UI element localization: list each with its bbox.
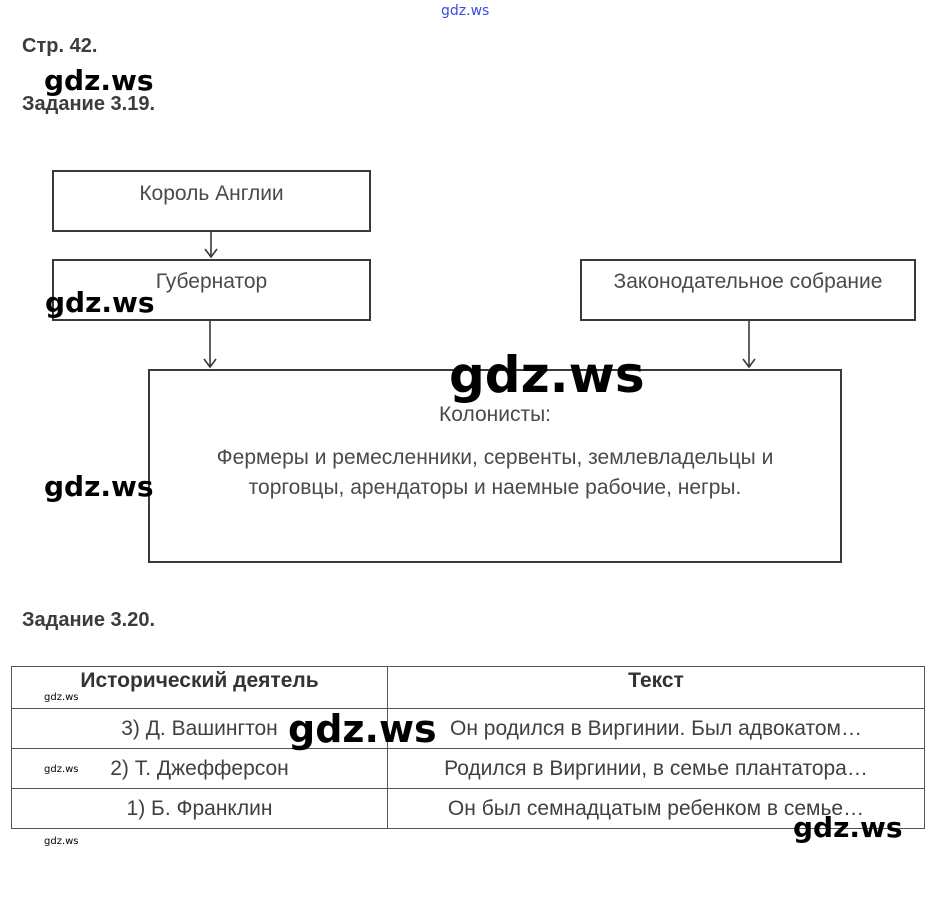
figures-table: [11, 666, 925, 829]
watermark: gdz.ws: [45, 286, 155, 319]
watermark-top: gdz.ws: [441, 3, 490, 19]
figure-cell: 1) Б. Франклин: [12, 789, 388, 829]
task-3-19-heading: Задание 3.19.: [22, 93, 156, 115]
header-figure: Исторический деятель: [12, 667, 388, 709]
watermark: gdz.ws: [44, 764, 79, 775]
table-row: [12, 749, 925, 789]
watermark: gdz.ws: [44, 64, 154, 97]
header-text: Текст: [388, 667, 925, 709]
page-label: Стр. 42.: [22, 35, 98, 57]
text-cell: Родился в Виргинии, в семье плантатора…: [388, 749, 925, 789]
colonists-line-1: Фермеры и ремесленники, сервенты, землевладельцы и: [216, 446, 774, 469]
colonists-title: Колонисты:: [439, 403, 551, 426]
watermark: gdz.ws: [449, 346, 645, 404]
table-row: [12, 709, 925, 749]
text-cell: Он был семнадцатым ребенком в семье…: [388, 789, 925, 829]
watermark: gdz.ws: [288, 707, 437, 751]
text-cell: Он родился в Виргинии. Был адвокатом…: [388, 709, 925, 749]
assembly-label: Законодательное собрание: [613, 270, 883, 293]
figure-cell: 3) Д. Вашингтон: [12, 709, 388, 749]
watermark: gdz.ws: [44, 836, 79, 847]
watermark: gdz.ws: [44, 470, 154, 503]
colonists-line-2: торговцы, арендаторы и наемные рабочие, негры.: [248, 476, 742, 499]
watermark: gdz.ws: [44, 692, 79, 703]
governor-label: Губернатор: [155, 270, 268, 293]
figure-cell: 2) Т. Джефферсон: [12, 749, 388, 789]
table-row: [12, 789, 925, 829]
table-header-row: [12, 667, 925, 709]
watermark: gdz.ws: [793, 811, 903, 844]
king-label: Король Англии: [139, 182, 284, 205]
task-3-20-heading: Задание 3.20.: [22, 609, 156, 631]
